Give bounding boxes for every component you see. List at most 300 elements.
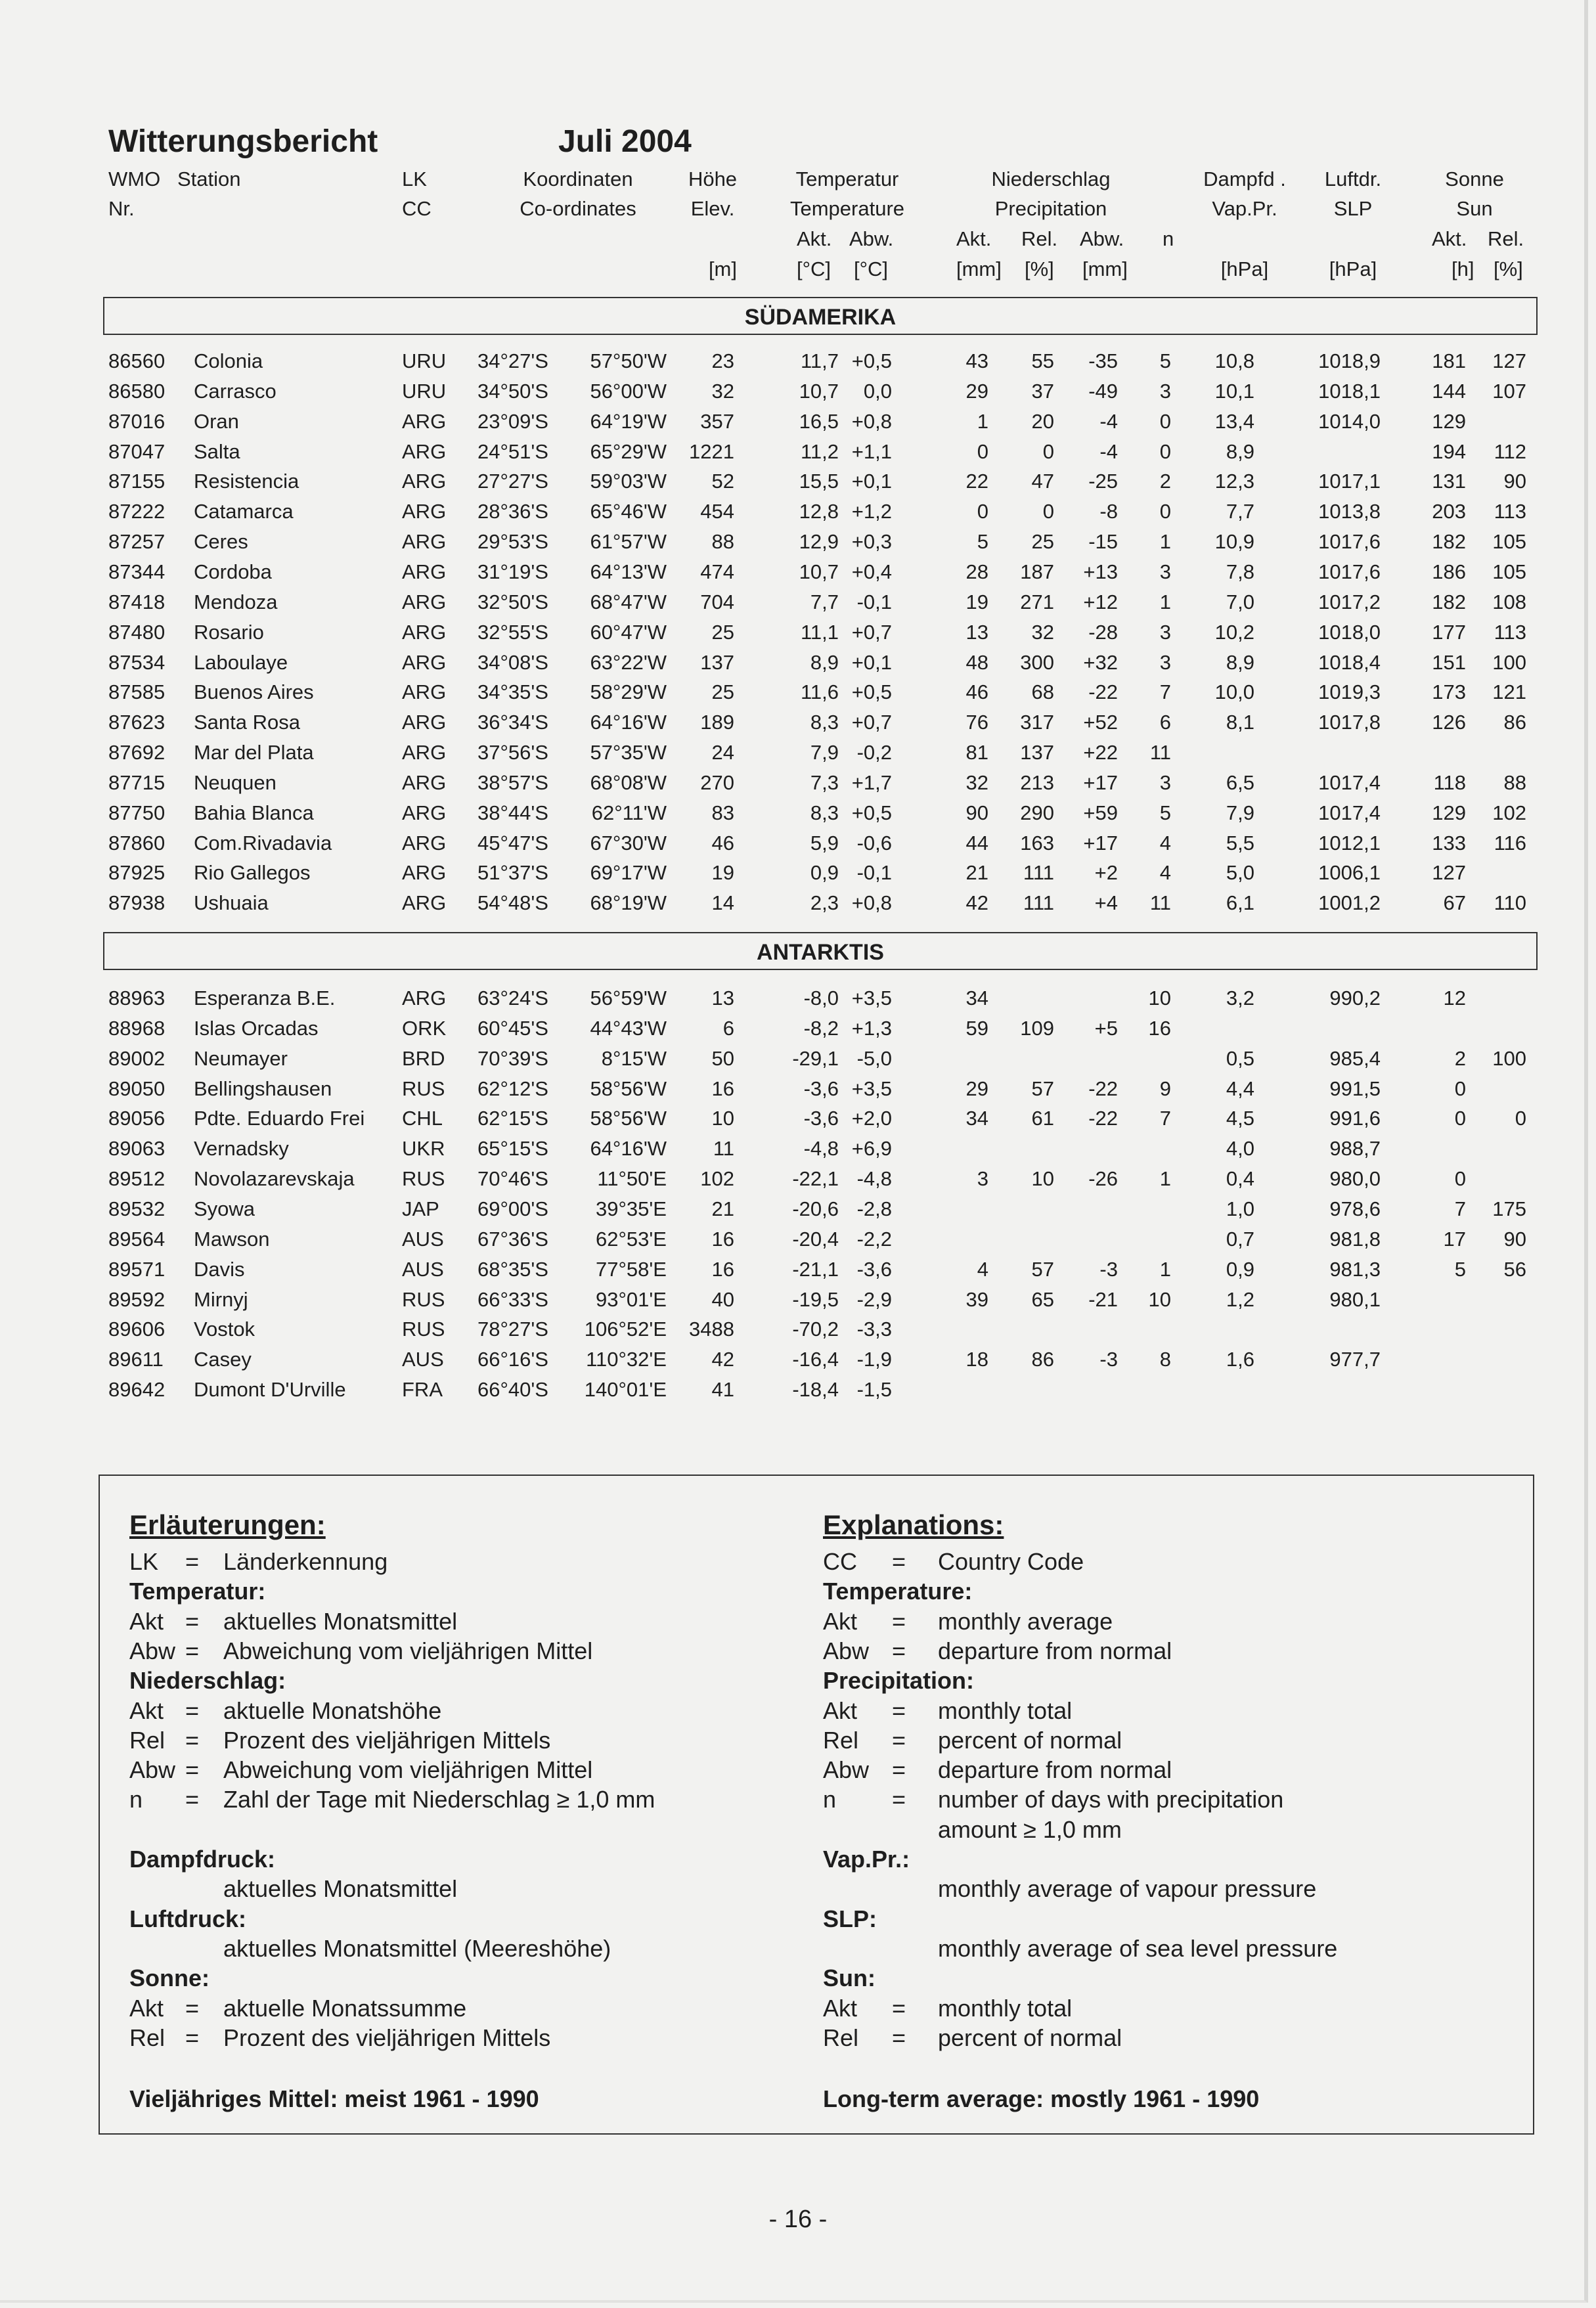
legend-description: aktuelles Monatsmittel [223,1607,458,1635]
sea-level-pressure: 1017,1 [1318,470,1381,493]
wmo-number: 87480 [108,620,166,644]
header-slp: SLP [1333,197,1373,220]
legend-group-title: Vap.Pr.: [823,1846,910,1873]
wmo-number: 87750 [108,801,166,824]
station-name: Neuquen [194,770,277,794]
sun-akt: 17 [1443,1227,1466,1251]
legend-equals: = [892,1548,906,1575]
sun-akt: 181 [1432,349,1466,372]
legend-abbreviation: Akt [823,1607,858,1635]
vapour-pressure: 8,1 [1226,711,1254,734]
header-cc: CC [402,197,432,220]
longitude: 140°01'E [584,1378,667,1402]
sun-rel: 105 [1492,530,1526,554]
temp-abw: -0,2 [856,741,892,765]
temp-akt: -22,1 [792,1167,839,1191]
header-sun-unit-rel: [%] [1494,257,1523,280]
header-coordinates: Co-ordinates [520,197,636,220]
longitude: 65°46'W [590,500,667,523]
precip-days: 11 [1149,891,1171,915]
sun-rel: 88 [1503,770,1526,794]
precip-days: 8 [1159,1348,1171,1371]
latitude: 27°27'S [477,470,548,493]
header-precip-rel: Rel. [1021,227,1058,250]
elevation: 40 [711,1287,734,1311]
page-number: - 16 - [768,2206,828,2233]
temp-akt: 16,5 [799,409,839,433]
table-row [0,1348,1596,1378]
legend-abbreviation: Akt [823,1994,858,2022]
precip-days: 4 [1159,831,1171,854]
station-name: Ceres [194,530,248,554]
precip-rel: 109 [1020,1016,1054,1040]
precip-rel: 65 [1031,1287,1054,1311]
longitude: 60°47'W [590,620,667,644]
temp-abw: -5,0 [856,1046,892,1070]
temp-akt: -3,6 [803,1076,839,1100]
sun-rel: 56 [1503,1257,1526,1281]
table-row [0,1258,1596,1288]
precip-abw: -3 [1099,1348,1118,1371]
precip-abw: -35 [1088,349,1118,372]
country-code: ARG [402,500,447,523]
legend-equals: = [892,1697,906,1724]
longitude: 62°11'W [591,801,667,824]
legend-abbreviation: Rel [823,2024,859,2051]
precip-abw: +22 [1083,741,1118,765]
elevation: 102 [700,1167,734,1191]
table-row [0,380,1596,410]
temp-akt: -29,1 [792,1046,839,1070]
temp-akt: -19,5 [792,1287,839,1311]
header-lk: LK [402,167,427,190]
temp-akt: 7,3 [810,770,839,794]
precip-akt: 43 [965,349,988,372]
precip-akt: 13 [965,620,988,644]
sun-rel: 121 [1492,680,1526,704]
legend-description: monthly average of sea level pressure [938,1934,1338,1962]
vapour-pressure: 10,9 [1214,530,1254,554]
header-koordinaten: Koordinaten [523,167,633,190]
table-row [0,680,1596,711]
country-code: RUS [402,1076,445,1100]
wmo-number: 89642 [108,1378,166,1402]
legend-equals: = [892,1994,906,2022]
precip-akt: 0 [977,439,988,463]
temp-akt: 12,9 [799,530,839,554]
longitude: 67°30'W [590,831,667,854]
legend-group-title: Luftdruck: [129,1905,246,1932]
vapour-pressure: 10,1 [1214,379,1254,403]
legend-abbreviation: LK [129,1548,159,1575]
latitude: 23°09'S [477,409,548,433]
temp-abw: -4,8 [856,1167,892,1191]
table-row [0,1017,1596,1047]
header-niederschlag: Niederschlag [991,167,1111,190]
precip-abw: +4 [1094,891,1118,915]
wmo-number: 89606 [108,1318,166,1341]
temp-akt: 0,9 [810,861,839,885]
sun-rel: 116 [1494,831,1526,854]
temp-akt: 8,9 [810,650,839,674]
precip-abw: +52 [1083,711,1118,734]
elevation: 454 [700,500,734,523]
precip-rel: 57 [1031,1076,1054,1100]
country-code: ARG [402,590,447,613]
precip-days: 1 [1159,530,1171,554]
temp-akt: 10,7 [799,560,839,583]
latitude: 51°37'S [477,861,548,885]
elevation: 25 [711,620,734,644]
temp-akt: 2,3 [810,891,839,915]
precip-abw: -21 [1088,1287,1118,1311]
precip-akt: 29 [965,1076,988,1100]
sea-level-pressure: 1001,2 [1318,891,1381,915]
sea-level-pressure: 990,2 [1329,987,1381,1010]
legend-description: Abweichung vom vieljährigen Mittel [223,1637,593,1664]
elevation: 25 [711,680,734,704]
country-code: AUS [402,1257,444,1281]
temp-abw: +0,4 [851,560,892,583]
country-code: ARG [402,801,447,824]
header-sun: Sun [1456,197,1493,220]
sea-level-pressure: 977,7 [1329,1348,1381,1371]
longitude: 63°22'W [590,650,667,674]
sun-akt: 2 [1454,1046,1466,1070]
precip-abw: -49 [1088,379,1118,403]
latitude: 62°12'S [477,1076,548,1100]
station-name: Carrasco [194,379,277,403]
header-precipitation: Precipitation [994,197,1107,220]
sea-level-pressure: 980,0 [1329,1167,1381,1191]
elevation: 83 [711,801,734,824]
longitude: 68°47'W [590,590,667,613]
precip-days: 6 [1159,711,1171,734]
latitude: 70°46'S [477,1167,548,1191]
station-name: Laboulaye [194,650,288,674]
precip-abw: +12 [1083,590,1118,613]
elevation: 10 [711,1107,734,1130]
latitude: 28°36'S [477,500,548,523]
wmo-number: 87534 [108,650,166,674]
legend-description: number of days with precipitation [938,1786,1284,1813]
country-code: ARG [402,650,447,674]
wmo-number: 87155 [108,470,166,493]
legend-description: percent of normal [938,1726,1122,1754]
vapour-pressure: 7,8 [1226,560,1254,583]
precip-rel: 111 [1023,861,1054,885]
station-name: Mawson [194,1227,270,1251]
temp-akt: -8,2 [803,1016,839,1040]
precip-rel: 55 [1031,349,1054,372]
legend-equals: = [892,1756,906,1784]
longitude: 69°17'W [590,861,667,885]
precip-akt: 59 [965,1016,988,1040]
precip-days: 0 [1159,439,1171,463]
wmo-number: 86560 [108,349,166,372]
sea-level-pressure: 1017,6 [1318,560,1381,583]
wmo-number: 89056 [108,1107,166,1130]
header-sonne: Sonne [1445,167,1504,190]
vapour-pressure: 7,0 [1226,590,1254,613]
header-sun-rel: Rel. [1488,227,1524,250]
header-wmo: WMO [108,167,161,190]
legend-equals: = [892,1607,906,1635]
legend-abbreviation: Rel [129,2024,166,2051]
station-name: Esperanza B.E. [194,987,336,1010]
temp-akt: 10,7 [799,379,839,403]
precip-days: 1 [1159,590,1171,613]
longitude: 58°56'W [590,1107,667,1130]
sea-level-pressure: 1014,0 [1318,409,1381,433]
latitude: 60°45'S [477,1016,548,1040]
legend-description: Prozent des vieljährigen Mittels [223,2024,551,2051]
legend-description: monthly average [938,1607,1113,1635]
precip-days: 5 [1159,349,1171,372]
country-code: URU [402,349,447,372]
longitude: 77°58'E [596,1257,667,1281]
precip-days: 3 [1159,560,1171,583]
sea-level-pressure: 985,4 [1329,1046,1381,1070]
table-row [0,832,1596,862]
legend-abbreviation: Akt [129,1994,164,2022]
legend-equals: = [892,1786,906,1813]
header-vappr-unit: [hPa] [1220,257,1269,280]
precip-days: 7 [1159,680,1171,704]
precip-rel: 300 [1020,650,1054,674]
header-elev-unit: [m] [708,257,737,280]
station-name: Cordoba [194,560,272,583]
precip-days: 3 [1159,620,1171,644]
sun-akt: 7 [1454,1197,1466,1220]
wmo-number: 87860 [108,831,166,854]
sun-rel: 127 [1492,349,1526,372]
station-name: Syowa [194,1197,255,1220]
precip-days: 7 [1159,1107,1171,1130]
longitude: 56°00'W [590,379,667,403]
station-name: Resistencia [194,470,299,493]
table-row [0,651,1596,681]
legend-description: monthly total [938,1697,1073,1724]
temp-abw: +0,5 [851,349,892,372]
sun-akt: 173 [1432,680,1466,704]
vapour-pressure: 10,2 [1214,620,1254,644]
legend-group-title: Niederschlag: [129,1667,286,1695]
table-row [0,1197,1596,1228]
precip-rel: 290 [1020,801,1054,824]
wmo-number: 89611 [108,1348,164,1371]
station-name: Rio Gallegos [194,861,311,885]
latitude: 66°16'S [477,1348,548,1371]
latitude: 63°24'S [477,987,548,1010]
temp-abw: +6,9 [851,1137,892,1161]
section-title: SÜDAMERIKA [744,305,897,330]
temp-akt: 11,6 [800,680,839,704]
longitude: 64°19'W [590,409,667,433]
vapour-pressure: 0,7 [1226,1227,1254,1251]
station-name: Oran [194,409,239,433]
sea-level-pressure: 1018,4 [1318,650,1381,674]
sea-level-pressure: 991,6 [1329,1107,1381,1130]
wmo-number: 86580 [108,379,166,403]
legend-equals: = [892,1726,906,1754]
precip-akt: 22 [965,470,988,493]
country-code: AUS [402,1227,444,1251]
station-name: Islas Orcadas [194,1016,319,1040]
longitude: 8°15'W [601,1046,667,1070]
legend-equals: = [185,1548,200,1575]
legend-abbreviation: Abw [129,1756,176,1784]
country-code: AUS [402,1348,444,1371]
sun-akt: 5 [1454,1257,1466,1281]
longitude: 64°16'W [590,711,667,734]
temp-abw: +0,1 [851,470,892,493]
elevation: 1221 [689,439,734,463]
legend-abbreviation: Akt [129,1697,164,1724]
table-row [0,861,1596,891]
legend-description: percent of normal [938,2024,1122,2051]
legend-footer: Long-term average: mostly 1961 - 1990 [823,2085,1260,2112]
legend-equals: = [185,1697,200,1724]
wmo-number: 87715 [108,770,166,794]
country-code: RUS [402,1167,445,1191]
legend-group-title: SLP: [823,1905,877,1932]
temp-akt: -20,4 [792,1227,839,1251]
latitude: 67°36'S [477,1227,548,1251]
temp-abw: -1,5 [856,1378,892,1402]
legend-heading: Erläuterungen: [129,1509,326,1540]
sea-level-pressure: 1018,1 [1318,379,1381,403]
country-code: FRA [402,1378,443,1402]
temp-abw: +1,3 [851,1016,892,1040]
precip-akt: 0 [977,500,988,523]
temp-abw: +0,8 [851,409,892,433]
precip-akt: 32 [965,770,988,794]
vapour-pressure: 1,0 [1226,1197,1254,1220]
temp-akt: 5,9 [810,831,839,854]
header-precip-n: n [1163,227,1174,250]
legend-description: Länderkennung [223,1548,388,1575]
station-name: Casey [194,1348,252,1371]
elevation: 189 [700,711,734,734]
precip-days: 3 [1159,379,1171,403]
vapour-pressure: 8,9 [1226,439,1254,463]
precip-rel: 37 [1031,379,1054,403]
elevation: 16 [711,1257,734,1281]
elevation: 24 [711,741,734,765]
wmo-number: 87938 [108,891,166,915]
precip-days: 16 [1148,1016,1171,1040]
latitude: 29°53'S [477,530,548,554]
legend-equals: = [185,1994,200,2022]
longitude: 57°35'W [590,741,667,765]
elevation: 21 [711,1197,734,1220]
latitude: 34°35'S [477,680,548,704]
temp-abw: +1,7 [851,770,892,794]
precip-days: 10 [1148,1287,1171,1311]
wmo-number: 87257 [108,530,166,554]
temp-akt: -20,6 [792,1197,839,1220]
wmo-number: 87418 [108,590,166,613]
sun-rel: 90 [1503,1227,1526,1251]
country-code: ARG [402,741,447,765]
sun-rel: 100 [1492,650,1526,674]
temp-akt: 8,3 [810,711,839,734]
sun-rel: 86 [1503,711,1526,734]
header-nr: Nr. [108,197,135,220]
elevation: 270 [700,770,734,794]
vapour-pressure: 7,7 [1226,500,1254,523]
sun-akt: 133 [1432,831,1466,854]
legend-description: monthly average of vapour pressure [938,1875,1317,1903]
legend-description: aktuelles Monatsmittel (Meereshöhe) [223,1934,611,1962]
wmo-number: 89532 [108,1197,166,1220]
wmo-number: 89564 [108,1227,166,1251]
header-temperatur: Temperatur [795,167,899,190]
station-name: Rosario [194,620,264,644]
longitude: 58°56'W [590,1076,667,1100]
precip-abw: +2 [1094,861,1118,885]
header-luftdr: Luftdr. [1324,167,1382,190]
temp-abw: +0,5 [851,680,892,704]
header-temperature: Temperature [789,197,905,220]
precip-akt: 29 [965,379,988,403]
table-row [0,891,1596,921]
legend-abbreviation: Abw [823,1756,870,1784]
precip-rel: 68 [1031,680,1054,704]
sun-rel: 112 [1494,439,1526,463]
vapour-pressure: 4,4 [1226,1076,1254,1100]
country-code: BRD [402,1046,445,1070]
legend-equals: = [185,1637,200,1664]
report-period: Juli 2004 [558,124,692,159]
station-name: Vostok [194,1318,255,1341]
vapour-pressure: 12,3 [1214,470,1254,493]
longitude: 39°35'E [596,1197,667,1220]
sun-akt: 126 [1432,711,1466,734]
legend-group-title: Dampfdruck: [129,1846,276,1873]
latitude: 36°34'S [477,711,548,734]
table-row [0,987,1596,1017]
station-name: Davis [194,1257,245,1281]
precip-days: 9 [1159,1076,1171,1100]
legend-description: monthly total [938,1994,1073,2022]
wmo-number: 87222 [108,500,166,523]
sun-akt: 0 [1454,1076,1466,1100]
sea-level-pressure: 1018,9 [1318,349,1381,372]
precip-abw: -28 [1088,620,1118,644]
sun-akt: 203 [1432,500,1466,523]
precip-akt: 18 [965,1348,988,1371]
precip-akt: 19 [965,590,988,613]
latitude: 68°35'S [477,1257,548,1281]
precip-rel: 317 [1020,711,1054,734]
precip-rel: 0 [1042,439,1054,463]
precip-akt: 44 [965,831,988,854]
latitude: 66°33'S [477,1287,548,1311]
latitude: 62°15'S [477,1107,548,1130]
header-dampfd: Dampfd . [1203,167,1286,190]
vapour-pressure: 10,0 [1214,680,1254,704]
country-code: RUS [402,1287,445,1311]
precip-days: 3 [1159,770,1171,794]
legend-description: aktuelles Monatsmittel [223,1875,458,1903]
temp-abw: +0,7 [851,620,892,644]
elevation: 11 [713,1137,734,1161]
country-code: ARG [402,409,447,433]
temp-akt: 7,7 [810,590,839,613]
vapour-pressure: 1,2 [1226,1287,1254,1311]
